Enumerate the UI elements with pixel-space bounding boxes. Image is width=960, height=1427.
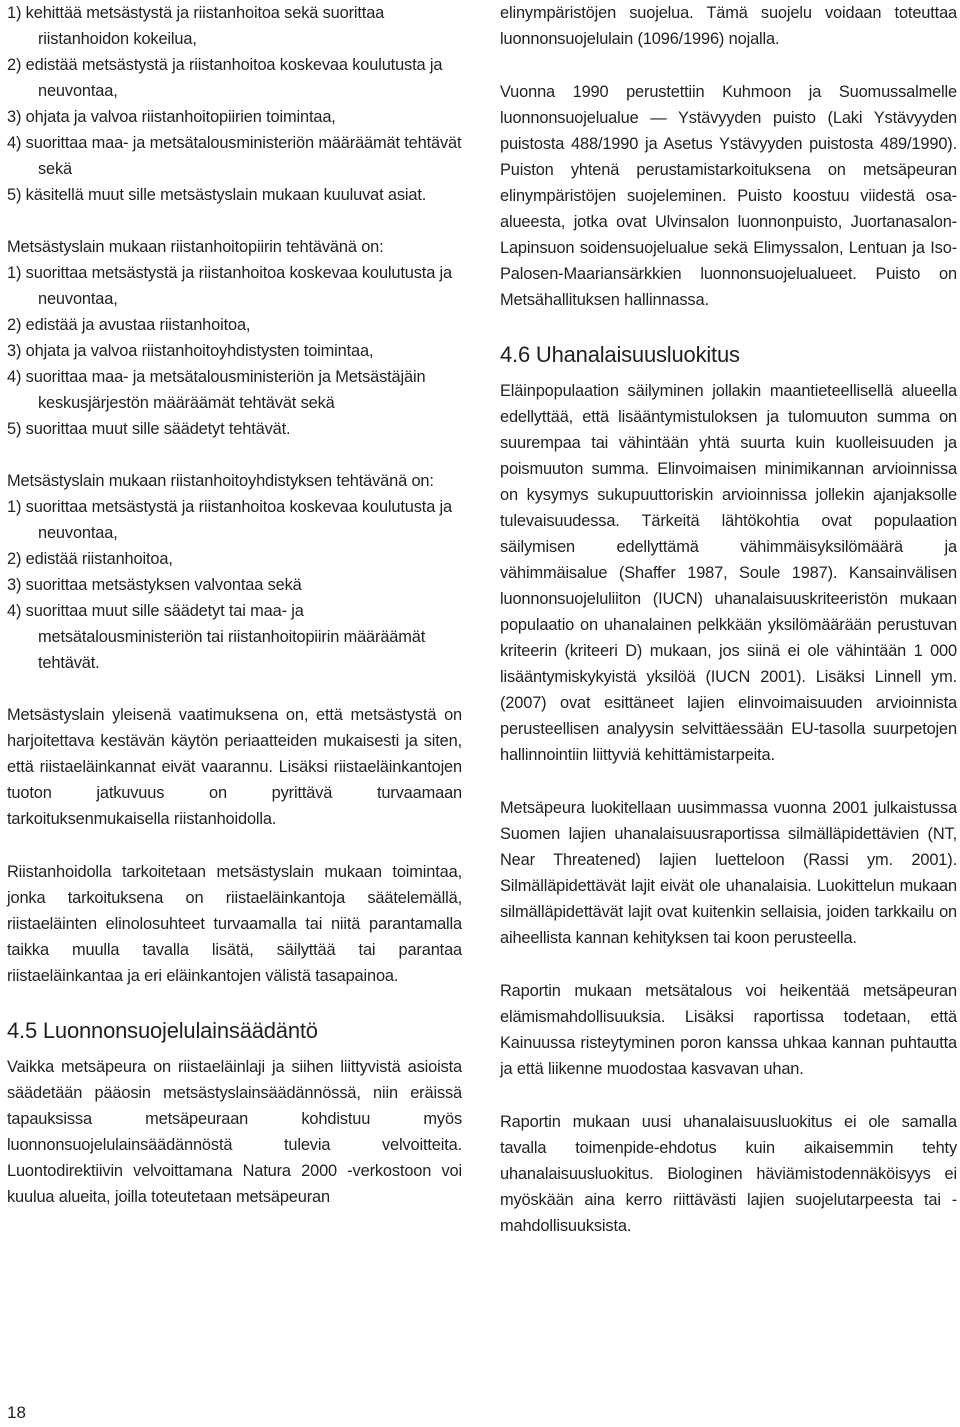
piiri-list <box>7 260 462 442</box>
paragraph-4-5: Vaikka metsäpeura on riistaeläinlaji ja siihen liittyvistä asioista säädetään pääosin metsästyslainsäädännössä, niin eräissä tapauksissa metsäpeuraan kohdistuu myös luonnonsuojelulainsäädännöstä tulevia velvoitteita. Luontodirektiivin velvoittamana Natura 2000 -verkostoon voi kuulua alueita, joilla toteutetaan metsäpeuran <box>7 1058 462 1206</box>
list-item: 1) kehittää metsästystä ja riistanhoitoa sekä suorittaa riistanhoidon kokeilua, <box>7 4 385 48</box>
list-item: 5) käsitellä muut sille metsästyslain mukaan kuuluvat asiat. <box>7 186 427 204</box>
section-heading-4-5: 4.5 Luonnonsuojelulainsäädäntö <box>7 1018 318 1043</box>
piiri-tasks-block <box>7 234 462 442</box>
yhdistys-tasks-block <box>7 468 462 676</box>
list-item: 3) suorittaa metsästyksen valvontaa sekä <box>7 576 302 594</box>
list-item: 2) edistää ja avustaa riistanhoitoa, <box>7 316 251 334</box>
list-item: 4) suorittaa maa- ja metsätalousministeriön ja Metsästäjäin keskusjärjestön määräämät tehtävät sekä <box>7 368 426 412</box>
list-item: 2) edistää riistanhoitoa, <box>7 550 173 568</box>
list-item: 3) ohjata ja valvoa riistanhoitoyhdistysten toimintaa, <box>7 342 374 360</box>
right-column <box>500 0 957 1266</box>
list-item: 4) suorittaa muut sille säädetyt tai maa- ja metsätalousministeriön tai riistanhoitopiirin määräämät tehtävät. <box>7 602 426 672</box>
list-item: 2) edistää metsästystä ja riistanhoitoa koskevaa koulutusta ja neuvontaa, <box>7 56 443 100</box>
piiri-lead: Metsästyslain mukaan riistanhoitopiirin tehtävänä on: <box>7 238 384 256</box>
yhdistys-lead: Metsästyslain mukaan riistanhoitoyhdistyksen tehtävänä on: <box>7 472 434 490</box>
paragraph-ystavyyden-puisto: Vuonna 1990 perustettiin Kuhmoon ja Suomussalmelle luonnonsuojelualue — Ystävyyden puisto (Laki Ystävyyden puistosta 488/1990 ja Asetus Ystävyyden puistosta 489/1990). Puiston yhtenä perustamistarkoituksena on metsäpeuran elinympäristöjen suojeleminen. Puisto koostuu viidestä osa-alueesta, jotka ovat Ulvinsalon luonnonpuisto, Juortanasalon-Lapinsuon soidensuojelualue sekä Elimyssalon, Lentuan ja Iso-Palosen-Maariansärkkien luonnonsuojelualueet. Puisto on Metsähallituksen hallinnassa. <box>500 83 957 309</box>
list-item: 1) suorittaa metsästystä ja riistanhoitoa koskevaa koulutusta ja neuvontaa, <box>7 498 453 542</box>
paragraph-luokitus: Metsäpeura luokitellaan uusimmassa vuonna 2001 julkaistussa Suomen lajien uhanalaisuusraportissa silmälläpidettävien (NT, Near Threatened) lajien luetteloon (Rassi ym. 2001). Silmälläpidettävät lajit eivät ole uhanalaisia. Luokittelun mukaan silmälläpidettävät lajit ovat kuitenkin sellaisia, joiden tarkkailu on aiheellista kannan kehityksen tai koon perusteella. <box>500 799 957 947</box>
intro-list-block <box>7 0 462 208</box>
intro-list <box>7 0 462 208</box>
paragraph-continued: elinympäristöjen suojelua. Tämä suojelu voidaan toteuttaa luonnonsuojelulain (1096/1996) nojalla. <box>500 4 957 48</box>
list-item: 3) ohjata ja valvoa riistanhoitopiirien toimintaa, <box>7 108 336 126</box>
paragraph-raportti: Raportin mukaan metsätalous voi heikentää metsäpeuran elämismahdollisuuksia. Lisäksi raportissa todetaan, että Kainuussa risteytyminen poron kanssa uhkaa kannan puhtautta ja että liikenne muodostaa kasvavan uhan. <box>500 982 957 1078</box>
left-column <box>7 0 462 1237</box>
paragraph-riistanhoito: Riistanhoidolla tarkoitetaan metsästyslain mukaan toimintaa, jonka tarkoituksena on riistaeläinkantoja säätelemällä, riistaeläinten elinolosuhteet turvaamalla tai niitä parantamalla taikka muulla tavalla lisätä, säilyttää tai parantaa riistaeläinkantaa ja eri eläinkantojen välistä tasapainoa. <box>7 863 462 985</box>
page-number: 18 <box>7 1403 26 1422</box>
yhdistys-list <box>7 494 462 676</box>
paragraph-vaatimus: Metsästyslain yleisenä vaatimuksena on, että metsästystä on harjoitettava kestävän käytön periaatteiden mukaisesti ja siten, että riistaeläinkannat eivät vaarannu. Lisäksi riistaeläinkantojen tuoton jatkuvuus on pyrittävä turvaamaan tarkoituksenmukaisella riistanhoidolla. <box>7 706 462 828</box>
list-item: 4) suorittaa maa- ja metsätalousministeriön määräämät tehtävät sekä <box>7 134 462 178</box>
list-item: 1) suorittaa metsästystä ja riistanhoitoa koskevaa koulutusta ja neuvontaa, <box>7 264 453 308</box>
paragraph-uusi-luokitus: Raportin mukaan uusi uhanalaisuusluokitus ei ole samalla tavalla toimenpide-ehdotus kuin aikaisemmin tehty uhanalaisuusluokitus. Biologinen häviämistodennäköisyys ei myöskään aina kerro riittävästi lajien suojelutarpeesta tai -mahdollisuuksista. <box>500 1113 957 1235</box>
section-heading-4-6: 4.6 Uhanalaisuusluokitus <box>500 342 740 367</box>
list-item: 5) suorittaa muut sille säädetyt tehtävät. <box>7 420 291 438</box>
paragraph-4-6: Eläinpopulaation säilyminen jollakin maantieteellisellä alueella edellyttää, että lisääntymistuloksen ja tulomuuton summa on suurempaa tai vähintään yhtä suurta kuin kuolleisuuden ja poismuuton summa. Elinvoimaisen minimikannan arvioinnissa on kysymys sukupuuttoriskin arvioinnissa jollekin ajanjaksolle tulevaisuudessa. Tärkeitä lähtökohtia ovat populaation säilymisen edellyttämä vähimmäisyksilömäärä ja vähimmäisalue (Shaffer 1987, Soule 1987). Kansainvälisen luonnonsuojeluliiton (IUCN) uhanalaisuuskriteeristön mukaan populaatio on uhanalainen pelkkään yksilömäärään perustuvan kriteerin (kriteeri D) mukaan, jos siinä ei ole vähintään 1 000 lisääntymiskykyistä yksilöä (IUCN 2001). Lisäksi Linnell ym. (2007) ovat esittäneet lajien elinvoimaisuuden arvioinnista perusteellisen analyysin selvittäessään EU-tasolla suurpetojen hallinnointiin liittyviä kehittämistarpeita. <box>500 382 957 764</box>
